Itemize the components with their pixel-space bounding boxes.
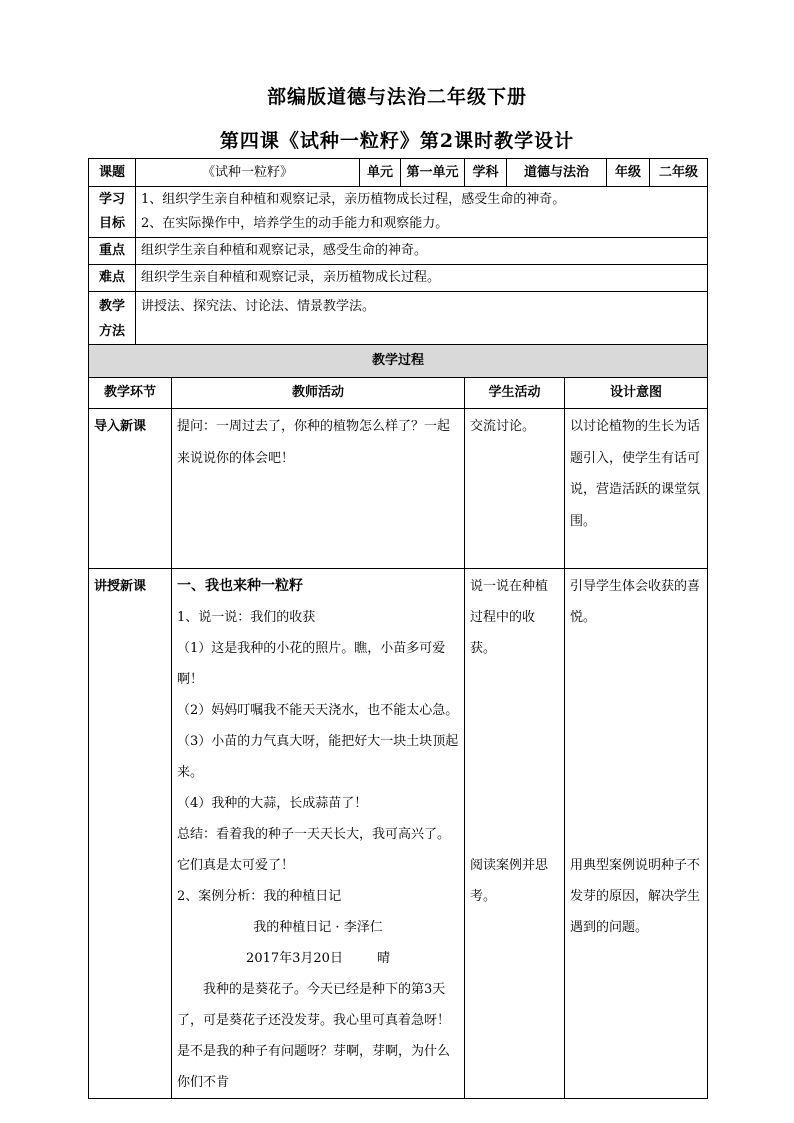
section-title: 一、我也来种一粒籽 [177, 578, 303, 594]
unit-label: 单元 [360, 159, 401, 187]
goal-item: 2、在实际操作中，培养学生的动手能力和观察能力。 [141, 216, 449, 231]
lesson-plan-table [88, 158, 708, 1099]
difficulty-text: 组织学生亲自种植和观察记录，亲历植物成长过程。 [136, 265, 708, 292]
teach-stage: 讲授新课 [89, 569, 172, 1099]
subject-label: 学科 [465, 159, 507, 187]
list-item: （4）我种的大蒜，长成蒜苗了！ [177, 796, 368, 811]
document-title: 部编版道德与法治二年级下册 [266, 86, 527, 108]
grade-label: 年级 [607, 159, 650, 187]
col-teacher: 教师活动 [172, 378, 465, 409]
document-subtitle: 第四课《试种一粒籽》第2课时教学设计 [219, 130, 575, 152]
design-intent: 引导学生体会收获的喜悦。 [570, 579, 701, 625]
sub-heading: 2、案例分析：我的种植日记 [177, 889, 342, 904]
process-columns-row [89, 378, 708, 409]
summary-line: 它们真是太可爱了！ [177, 858, 295, 873]
diary-body: 我种的是葵花子。今天已经是种下的第3天了，可是葵花子还没发芽。我心里可真着急呀！是不是我的种子有问题呀？芽啊，芽啊，为什么你们不肯 [177, 982, 451, 1090]
student-activity: 说一说在种植过程中的收获。 [470, 579, 549, 656]
method-text: 讲授法、探究法、讨论法、情景教学法。 [136, 292, 708, 345]
method-row [89, 292, 708, 345]
student-activity: 阅读案例并思考。 [470, 858, 549, 904]
method-label: 教学方法 [89, 292, 136, 345]
diary-weather: 晴 [376, 951, 390, 966]
intro-row [89, 409, 708, 569]
col-stage: 教学环节 [89, 378, 172, 409]
topic-label: 课题 [89, 159, 136, 187]
goals-row [89, 187, 708, 238]
unit-value: 第一单元 [401, 159, 465, 187]
intro-student: 交流讨论。 [465, 409, 565, 569]
topic-value: 《试种一粒籽》 [136, 159, 360, 187]
col-intent: 设计意图 [565, 378, 708, 409]
process-heading-row [89, 345, 708, 378]
teach-teacher [172, 569, 465, 1099]
goals-label: 学习目标 [89, 187, 136, 238]
summary-line: 总结：看着我的种子一天天长大，我可高兴了。 [177, 827, 451, 842]
focus-row [89, 238, 708, 265]
diary-date: 2017年3月20日 [246, 951, 343, 966]
focus-label: 重点 [89, 238, 136, 265]
intro-intent: 以讨论植物的生长为话题引入，使学生有话可说，营造活跃的课堂氛围。 [565, 409, 708, 569]
teach-row [89, 569, 708, 1099]
sub-heading: 1、说一说：我们的收获 [177, 610, 316, 625]
goal-item: 1、组织学生亲自种植和观察记录，亲历植物成长过程，感受生命的神奇。 [141, 192, 566, 207]
teach-student [465, 569, 565, 1099]
teach-intent [565, 569, 708, 1099]
grade-value: 二年级 [650, 159, 708, 187]
list-item: （1）这是我种的小花的照片。瞧，小苗多可爱啊！ [177, 641, 446, 687]
list-item: （2）妈妈叮嘱我不能天天浇水，也不能太心急。 [177, 703, 459, 718]
info-row [89, 159, 708, 187]
diary-title: 我的种植日记 · 李泽仁 [253, 920, 383, 935]
intro-teacher: 提问：一周过去了，你种的植物怎么样了？一起来说说你的体会吧！ [172, 409, 465, 569]
subject-value: 道德与法治 [507, 159, 607, 187]
goals-content [136, 187, 708, 238]
difficulty-label: 难点 [89, 265, 136, 292]
list-item: （3）小苗的力气真大呀，能把好大一块土块顶起来。 [177, 734, 459, 780]
difficulty-row [89, 265, 708, 292]
process-heading: 教学过程 [89, 345, 708, 378]
focus-text: 组织学生亲自种植和观察记录，感受生命的神奇。 [136, 238, 708, 265]
design-intent: 用典型案例说明种子不发芽的原因，解决学生遇到的问题。 [570, 858, 701, 935]
intro-stage: 导入新课 [89, 409, 172, 569]
diary-date-line [177, 943, 459, 974]
col-student: 学生活动 [465, 378, 565, 409]
